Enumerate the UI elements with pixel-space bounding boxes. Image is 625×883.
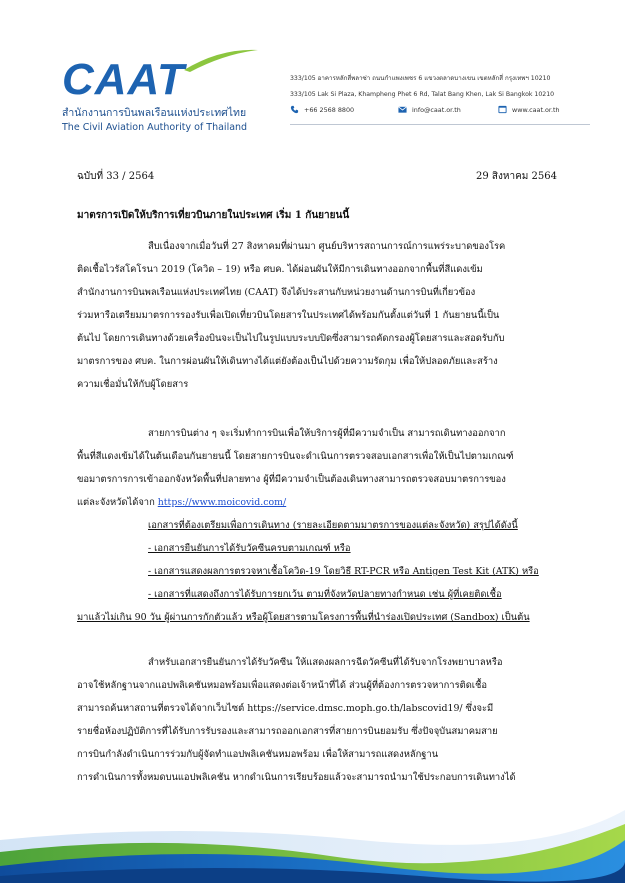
paragraph-line: รายชื่อห้องปฏิบัติการที่ได้รับการรับรองและสามารถออกเอกสารที่สายการบินยอมรับ ซึ่งปัจจุบันสมาคมสาย xyxy=(77,726,498,737)
email-contact[interactable] xyxy=(398,105,461,114)
email-address: info@caat.or.th xyxy=(412,105,461,114)
paragraph-line-text: แต่ละจังหวัดได้จาก xyxy=(77,497,155,508)
footer-wave-decoration xyxy=(0,770,625,883)
org-name-english: The Civil Aviation Authority of Thailand xyxy=(62,122,248,133)
phone-number: +66 2568 8800 xyxy=(304,105,355,114)
list-item: - เอกสารแสดงผลการตรวจหาเชื้อโควิด-19 โดยวิธี RT-PCR หรือ Antigen Test Kit (ATK) หรือ xyxy=(148,566,539,577)
paragraph-line: สำหรับเอกสารยืนยันการได้รับวัคซีน ให้แสดงผลการฉีดวัคซีนที่ได้รับจากโรงพยาบาลหรือ xyxy=(148,657,503,668)
mail-icon xyxy=(398,105,407,114)
paragraph-line: มาตรการของ ศบค. ในการผ่อนผันให้เดินทางได้แต่ยังต้องเป็นไปด้วยความรัดกุม เพื่อให้ปลอดภัยและสร้าง xyxy=(77,356,498,367)
list-item: - เอกสารยืนยันการได้รับวัคซีนครบตามเกณฑ์ หรือ xyxy=(148,543,351,554)
website-contact[interactable] xyxy=(498,105,560,114)
paragraph-line: ขอมาตรการการเข้าออกจังหวัดพื้นที่ปลายทาง ผู้ที่มีความจำเป็นต้องเดินทางสามารถตรวจสอบมาตรการของ xyxy=(77,474,506,485)
paragraph-line: การดำเนินการทั้งหมดบนแอปพลิเคชัน หากดำเนินการเรียบร้อยแล้วจะสามารถนำมาใช้ประกอบการเดินทางได้ xyxy=(77,772,516,783)
reference-number: ฉบับที่ 33 / 2564 xyxy=(77,171,155,182)
document-title: มาตรการเปิดให้บริการเที่ยวบินภายในประเทศ เริ่ม 1 กันยายนนี้ xyxy=(77,210,350,221)
paragraph-line: ความเชื่อมั่นให้กับผู้โดยสาร xyxy=(77,379,189,390)
org-name-thai: สำนักงานการบินพลเรือนแห่งประเทศไทย xyxy=(62,107,247,119)
logo-swoosh-icon xyxy=(180,46,260,74)
requirements-heading: เอกสารที่ต้องเตรียมเพื่อการเดินทาง (รายละเอียดตามมาตรการของแต่ละจังหวัด) สรุปได้ดังนี้ xyxy=(148,520,518,531)
paragraph-line: อาจใช้หลักฐานจากแอปพลิเคชันหมอพร้อมเพื่อแสดงต่อเจ้าหน้าที่ได้ ส่วนผู้ที่ต้องการตรวจหาการติดเชื้อ xyxy=(77,680,487,691)
website-address: www.caat.or.th xyxy=(512,105,560,114)
header-divider xyxy=(290,124,590,125)
paragraph-line: สายการบินต่าง ๆ จะเริ่มทำการบินเพื่อให้บริการผู้ที่มีความจำเป็น สามารถเดินทางออกจาก xyxy=(148,428,506,439)
paragraph-line: สืบเนื่องจากเมื่อวันที่ 27 สิงหาคมที่ผ่านมา ศูนย์บริหารสถานการณ์การแพร่ระบาดของโรค xyxy=(148,241,506,252)
paragraph-line: การบินกำลังดำเนินการร่วมกับผู้จัดทำแอปพลิเคชันหมอพร้อม เพื่อให้สามารถแสดงหลักฐาน xyxy=(77,749,439,760)
list-item: - เอกสารที่แสดงถึงการได้รับการยกเว้น ตามที่จังหวัดปลายทางกำหนด เช่น ผู้ที่เคยติดเชื้อ xyxy=(148,589,502,600)
moicovid-link[interactable]: https://www.moicovid.com/ xyxy=(157,497,287,508)
phone-contact xyxy=(290,105,354,114)
list-item: มาแล้วไม่เกิน 90 วัน ผู้ผ่านการกักตัวแล้ว หรือผู้โดยสารตามโครงการพื้นที่นำร่องเปิดประเทศ (Sandbox) เป็นต้น xyxy=(77,612,530,623)
paragraph-line: ติดเชื้อไวรัสโคโรนา 2019 (โควิด – 19) หรือ ศบค. ได้ผ่อนผันให้มีการเดินทางออกจากพื้นที่สีแดงเข้ม xyxy=(77,264,483,275)
phone-icon xyxy=(290,105,299,114)
paragraph-line: ต้นไป โดยการเดินทางด้วยเครื่องบินจะเป็นไปในรูปแบบระบบปิดซึ่งสามารถคัดกรองผู้โดยสารและสอดรับกับ xyxy=(77,333,505,344)
paragraph-line: ร่วมหารือเตรียมมาตรการรองรับเพื่อเปิดเที่ยวบินโดยสารในประเทศได้พร้อมกันตั้งแต่วันที่ 1 กันยายนนี้เป็น xyxy=(77,310,500,321)
address-thai: 333/105 อาคารหลักสี่พลาซ่า ถนนกำแพงเพชร 6 แขวงตลาดบางเขน เขตหลักสี่ กรุงเทพฯ 10210 xyxy=(290,75,551,82)
paragraph-line xyxy=(77,496,286,510)
address-english: 333/105 Lak Si Plaza, Khampheng Phet 6 Rd, Talat Bang Khen, Lak Si Bangkok 10210 xyxy=(290,91,555,98)
logo-wordmark: CAAT xyxy=(62,55,185,104)
address-block xyxy=(290,74,590,100)
paragraph-line: สามารถค้นหาสถานที่ตรวจได้จากเว็บไซต์ https://service.dmsc.moph.go.th/labscovid19/ ซึ่งจะมี xyxy=(77,703,494,714)
paragraph-line: พื้นที่สีแดงเข้มได้ในต้นเดือนกันยายนนี้ โดยสายการบินจะดำเนินการตรวจสอบเอกสารเพื่อให้เป็นไปตามเกณฑ์ xyxy=(77,451,514,462)
caat-logo xyxy=(62,55,262,133)
globe-icon xyxy=(498,105,507,114)
paragraph-line: สำนักงานการบินพลเรือนแห่งประเทศไทย (CAAT) จึงได้ประสานกับหน่วยงานด้านการบินที่เกี่ยวข้อง xyxy=(77,287,476,298)
contact-bar xyxy=(290,105,590,119)
document-date: 29 สิงหาคม 2564 xyxy=(476,171,558,182)
